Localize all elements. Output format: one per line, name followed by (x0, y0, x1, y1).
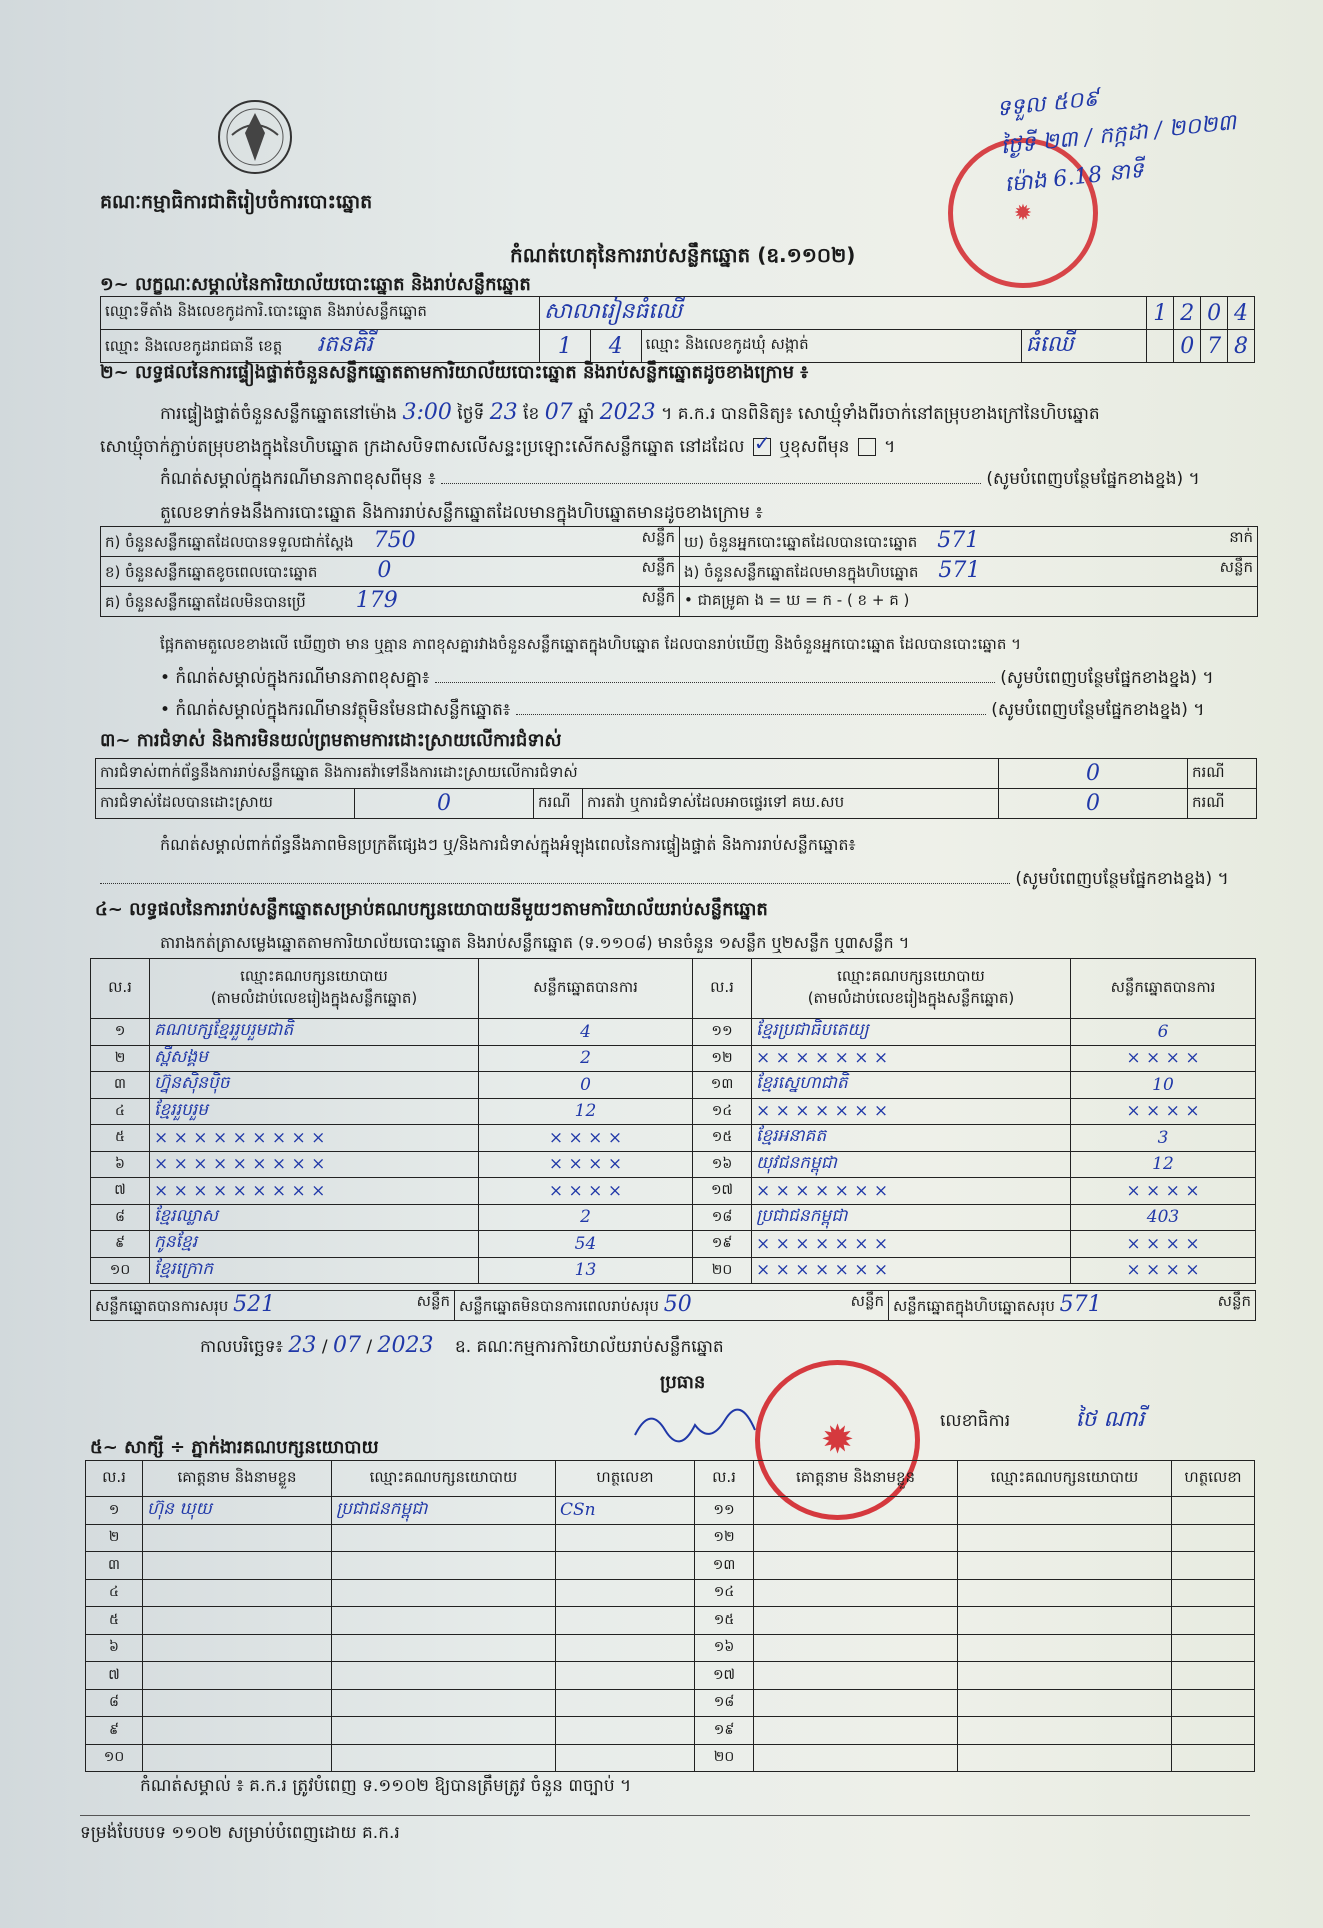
committee-label: ឧ. គណៈកម្មការការិយាល័យរាប់សន្លឹកឆ្នោត (454, 1337, 724, 1357)
witness-no-left: ៧ (86, 1662, 143, 1690)
result-party-left: × × × × × × × × × (150, 1125, 479, 1152)
result-no-left: ៧ (91, 1178, 150, 1205)
count-b-value: 0 (377, 558, 392, 583)
col-votes-right: សន្លឹកឆ្នោតបានការ (1071, 959, 1256, 1019)
result-party-right: ប្រជាជនកម្ពុជា (752, 1204, 1071, 1231)
unit-a: សន្លឹក (641, 528, 675, 546)
table-row (91, 1125, 1256, 1152)
w-col-name-left: គោត្តនាម និងនាមខ្លួន (143, 1461, 332, 1497)
witness-sign-right[interactable] (1172, 1662, 1255, 1690)
witness-sign-left (556, 1717, 695, 1745)
result-votes-left: 4 (479, 1019, 693, 1046)
result-party-left: ហ្វ៊ុនស៊ិនប៉ិច (150, 1072, 479, 1099)
witness-party-left (332, 1634, 556, 1662)
changed-checkbox[interactable] (858, 438, 876, 456)
count-e-value: 571 (938, 558, 981, 583)
result-no-right: ១៤ (693, 1098, 752, 1125)
witness-party-right[interactable] (958, 1689, 1172, 1717)
total-box-label: សន្លឹកឆ្នោតក្នុងហិបឆ្នោតសរុប (893, 1297, 1055, 1315)
witness-party-right[interactable] (958, 1524, 1172, 1552)
col-party-left: ឈ្មោះគណបក្សនយោបាយ (តាមលំដាប់លេខរៀងក្នុងសន្លឹកឆ្នោត) (150, 959, 479, 1019)
witness-party-left (332, 1662, 556, 1690)
results-table (90, 958, 1256, 1284)
result-votes-right: × × × × (1071, 1045, 1256, 1072)
witness-sign-left (556, 1662, 695, 1690)
station-code-2: 2 (1174, 297, 1201, 330)
result-no-right: ១៨ (693, 1204, 752, 1231)
witness-sign-right[interactable] (1172, 1607, 1255, 1635)
date-month: 07 (332, 1333, 361, 1358)
witness-party-left (332, 1607, 556, 1635)
chair-signature (630, 1400, 760, 1460)
objection-row1-value: 0 (999, 759, 1188, 789)
result-no-right: ១៧ (693, 1178, 752, 1205)
result-votes-left: 12 (479, 1098, 693, 1125)
formula: • ជាគម្រូគា ង = ឃ = ក - ( ខ + គ ) (680, 587, 1258, 617)
result-no-left: ២ (91, 1045, 150, 1072)
witness-no-right: ១៤ (695, 1579, 754, 1607)
result-no-right: ២០ (693, 1257, 752, 1284)
counts-intro: តួលេខទាក់ទងនឹងការបោះឆ្នោត និងការរាប់សន្លឹកឆ្នោតដែលមានក្នុងហិបឆ្នោតមានដូចខាងក្រោម ៖ (160, 503, 763, 523)
result-votes-right: 403 (1071, 1204, 1256, 1231)
results-body (91, 1019, 1256, 1284)
result-votes-left: 2 (479, 1204, 693, 1231)
date-year: 2023 (377, 1333, 434, 1358)
committee-name: គណៈកម្មាធិការជាតិរៀបចំការបោះឆ្នោត (100, 191, 373, 213)
result-no-left: ៤ (91, 1098, 150, 1125)
case-unit-3: ករណី (1188, 789, 1257, 819)
result-no-right: ១៩ (693, 1231, 752, 1258)
result-no-right: ១១ (693, 1019, 752, 1046)
chair-label: ប្រធាន (660, 1372, 706, 1393)
unit-total-box: សន្លឹក (1217, 1292, 1251, 1310)
note-diff-label: • កំណត់សម្គាល់ក្នុងករណីមានភាពខុសគ្នា៖ (160, 668, 430, 688)
result-votes-left: 13 (479, 1257, 693, 1284)
objection-resolved-value: 0 (355, 789, 534, 819)
table-row (91, 1098, 1256, 1125)
result-no-left: ៦ (91, 1151, 150, 1178)
received-annotation: ទទួល ៥០៩ ថ្ងៃទី ២៣ / កក្កដា / ២០២៣ ម៉ោង 6.18 នាទី (995, 86, 1238, 198)
witness-party-right[interactable] (958, 1579, 1172, 1607)
witness-row (86, 1497, 1255, 1525)
objection-resolved-label: ការជំទាស់ដែលបានដោះស្រាយ (96, 789, 355, 819)
witness-name-left (143, 1579, 332, 1607)
result-votes-right: 12 (1071, 1151, 1256, 1178)
fill-more-4: (សូមបំពេញបន្ថែមផ្នែកខាងខ្នង) ។ (1015, 869, 1229, 889)
section3-note-field[interactable] (100, 883, 1010, 884)
section4-title: ៤~ លទ្ធផលនៃការរាប់សន្លឹកឆ្នោតសម្រាប់គណបក្សនយោបាយនីមួយៗតាមការិយាល័យរាប់សន្លឹកឆ្នោត (95, 899, 768, 920)
fill-more-2: (សូមបំពេញបន្ថែមផ្នែកខាងខ្នង) ។ (1000, 668, 1214, 688)
result-votes-left: 54 (479, 1231, 693, 1258)
result-votes-left: × × × × (479, 1125, 693, 1152)
witness-party-right[interactable] (958, 1744, 1172, 1772)
result-party-left: × × × × × × × × × (150, 1151, 479, 1178)
verify-suffix: ។ គ.ក.រ បានពិនិត្យ៖ សោឃ្មុំទាំងពីរចាក់នៅតម្រុបខាងក្រៅនៃហិបឆ្នោត (661, 404, 1100, 424)
fill-more-1: (សូមបំពេញបន្ថែមផ្នែកខាងខ្នង) ។ (986, 469, 1200, 489)
witness-sign-left: CSn (556, 1497, 695, 1525)
witness-sign-right[interactable] (1172, 1689, 1255, 1717)
unit-c: សន្លឹក (641, 588, 675, 606)
witness-sign-right[interactable] (1172, 1524, 1255, 1552)
section1-table (100, 296, 1255, 363)
result-votes-right: × × × × (1071, 1178, 1256, 1205)
witness-name-right[interactable] (754, 1662, 958, 1690)
province-code-2: 4 (590, 330, 641, 363)
result-votes-right: × × × × (1071, 1098, 1256, 1125)
result-no-right: ១៥ (693, 1125, 752, 1152)
total-valid-label: សន្លឹកឆ្នោតបានការសរុប (95, 1297, 229, 1315)
witness-no-right: ១៩ (695, 1717, 754, 1745)
note-diff-field[interactable] (435, 682, 995, 683)
witness-name-right[interactable] (754, 1497, 958, 1525)
col-votes-left: សន្លឹកឆ្នោតបានការ (479, 959, 693, 1019)
station-label: ឈ្មោះទីតាំង និងលេខកូដការិ.បោះឆ្នោត និងរាប់សន្លឹកឆ្នោត (101, 297, 540, 330)
witness-row (86, 1744, 1255, 1772)
result-party-right: × × × × × × × (752, 1178, 1071, 1205)
objection-transfer-value: 0 (999, 789, 1188, 819)
same-checkbox[interactable]: ✓ (753, 431, 771, 455)
result-votes-right: 3 (1071, 1125, 1256, 1152)
unit-e: សន្លឹក (1219, 558, 1253, 576)
witness-name-left (143, 1689, 332, 1717)
verify-month-label: ខែ (523, 404, 540, 424)
count-c-label: គ) ចំនួនសន្លឹកឆ្នោតដែលមិនបានប្រើ (105, 593, 306, 611)
unit-b: សន្លឹក (641, 558, 675, 576)
result-no-left: ៥ (91, 1125, 150, 1152)
result-no-left: ៩ (91, 1231, 150, 1258)
witness-party-left (332, 1689, 556, 1717)
witness-name-right[interactable] (754, 1689, 958, 1717)
witness-no-right: ១៧ (695, 1662, 754, 1690)
result-party-right: × × × × × × × (752, 1045, 1071, 1072)
result-votes-right: 6 (1071, 1019, 1256, 1046)
section3-title: ៣~ ការជំទាស់ និងការមិនយល់ព្រមតាមការដោះស្រាយលើការជំទាស់ (100, 730, 562, 751)
section5-title: ៥~ សាក្សី ÷ ភ្នាក់ងារគណបក្សនយោបាយ (90, 1437, 379, 1458)
w-col-name-right: គោត្តនាម និងនាមខ្លួន (754, 1461, 958, 1497)
secretary-name: ថៃ ណារី (1075, 1407, 1145, 1432)
date-label: កាលបរិច្ឆេទ៖ (200, 1337, 284, 1357)
result-no-left: ៣ (91, 1072, 150, 1099)
witness-sign-left (556, 1552, 695, 1580)
result-party-right: × × × × × × × (752, 1098, 1071, 1125)
witness-no-right: ២០ (695, 1744, 754, 1772)
commune-code-3: 8 (1228, 330, 1255, 363)
witness-row (86, 1689, 1255, 1717)
count-a-label: ក) ចំនួនសន្លឹកឆ្នោតដែលបានទទួលជាក់ស្តែង (105, 533, 354, 551)
result-party-left: ស្ពឺសង្គម (150, 1045, 479, 1072)
red-stamp-top: ✹ (948, 138, 1098, 288)
unit-total-valid: សន្លឹក (416, 1292, 450, 1310)
witness-party-right[interactable] (958, 1607, 1172, 1635)
verify-year: 2023 (599, 400, 656, 425)
count-c-value: 179 (355, 588, 398, 613)
result-votes-left: × × × × (479, 1178, 693, 1205)
witness-sign-left (556, 1579, 695, 1607)
witness-party-right[interactable] (958, 1634, 1172, 1662)
compare-line: ផ្អែកតាមតួលេខខាងលើ ឃើញថា មាន ឬគ្មាន ភាពខុសគ្នារវាងចំនួនសន្លឹកឆ្នោតក្នុងហិបឆ្នោត ដែលបានរាប់ឃើញ និងចំនួនអ្នកបោះឆ្នោត ដែលបានបោះឆ្នោត ។ (160, 635, 1022, 653)
province-label: ឈ្មោះ និងលេខកូដរាជធានី ខេត្ត (105, 337, 283, 355)
witness-party-left (332, 1717, 556, 1745)
witness-row (86, 1552, 1255, 1580)
table-row (91, 1151, 1256, 1178)
province-name: រតនគិរី (317, 332, 373, 357)
witness-row (86, 1579, 1255, 1607)
witness-party-right[interactable] (958, 1552, 1172, 1580)
seal-line: សោឃ្មុំចាក់ភ្ជាប់តម្រុបខាងក្នុងនៃហិបឆ្នោត ក្រដាសបិទពាសលើសន្ទះប្រឡោះសើកសន្លឹកឆ្នោត នៅដដែល (100, 437, 745, 457)
result-no-left: ១ (91, 1019, 150, 1046)
witness-row (86, 1524, 1255, 1552)
table-row (91, 1257, 1256, 1284)
witness-no-right: ១៥ (695, 1607, 754, 1635)
w-col-no-right: ល.រ (695, 1461, 754, 1497)
witness-sign-right[interactable] (1172, 1634, 1255, 1662)
result-party-left: ខ្មែររួបរួម (150, 1098, 479, 1125)
witness-party-right[interactable] (958, 1497, 1172, 1525)
counts-table (100, 526, 1258, 617)
unit-total-invalid: សន្លឹក (850, 1292, 884, 1310)
witness-no-left: ២ (86, 1524, 143, 1552)
result-party-right: ខ្មែរស្នេហាជាតិ (752, 1072, 1071, 1099)
objections-table (95, 758, 1257, 819)
table-row (91, 1045, 1256, 1072)
verify-line (160, 400, 1100, 428)
witness-no-right: ១៣ (695, 1552, 754, 1580)
station-name: សាលារៀនធំឈើ (540, 297, 1147, 330)
result-votes-right: 10 (1071, 1072, 1256, 1099)
verify-prefix: ការផ្ទៀងផ្ទាត់ចំនួនសន្លឹកឆ្នោតនៅម៉ោង (160, 404, 398, 424)
w-col-party-right: ឈ្មោះគណបក្សនយោបាយ (958, 1461, 1172, 1497)
witness-name-right[interactable] (754, 1634, 958, 1662)
table-row (91, 1204, 1256, 1231)
commune-label: ឈ្មោះ និងលេខកូដឃុំ សង្កាត់ (641, 330, 1021, 363)
witness-sign-left (556, 1689, 695, 1717)
witness-sign-right[interactable] (1172, 1497, 1255, 1525)
witness-body (86, 1497, 1255, 1772)
total-invalid-label: សន្លឹកឆ្នោតមិនបានការពេលរាប់សរុប (459, 1297, 659, 1315)
witness-name-left (143, 1717, 332, 1745)
count-e-label: ង) ចំនួនសន្លឹកឆ្នោតដែលមានក្នុងហិបឆ្នោត (684, 563, 919, 581)
fill-more-3: (សូមបំពេញបន្ថែមផ្នែកខាងខ្នង) ។ (991, 700, 1205, 720)
verify-year-label: ឆ្នាំ (578, 404, 595, 424)
count-d-value: 571 (937, 528, 980, 553)
note-changed-label: កំណត់សម្គាល់ក្នុងករណីមានភាពខុសពីមុន ៖ (160, 469, 436, 489)
witness-row (86, 1607, 1255, 1635)
witness-no-left: ១ (86, 1497, 143, 1525)
witness-name-left (143, 1662, 332, 1690)
note-foreign-field[interactable] (516, 714, 986, 715)
witness-no-left: ៨ (86, 1689, 143, 1717)
result-party-left: គណបក្សខ្មែររួបរួមជាតិ (150, 1019, 479, 1046)
result-party-left: ខ្មែរឈ្លាស (150, 1204, 479, 1231)
witness-name-right[interactable] (754, 1552, 958, 1580)
total-box-value: 571 (1059, 1292, 1102, 1317)
commune-code-2: 7 (1201, 330, 1228, 363)
footer-divider (80, 1815, 1250, 1816)
witness-name-right[interactable] (754, 1744, 958, 1772)
result-votes-left: × × × × (479, 1151, 693, 1178)
result-party-right: × × × × × × × (752, 1231, 1071, 1258)
result-party-left: ខ្មែរក្រោក (150, 1257, 479, 1284)
verify-day: 23 (489, 400, 518, 425)
tally-line: តារាងកត់ត្រាសម្លេងឆ្នោតតាមការិយាល័យបោះឆ្នោត និងរាប់សន្លឹកឆ្នោត (ទ.១១០៨) មានចំនួន ១សន្លឹក ឬ២សន្លឹក ឬ៣សន្លឹក ។ (160, 933, 910, 952)
witness-sign-left (556, 1744, 695, 1772)
total-valid-value: 521 (233, 1292, 276, 1317)
verify-time: 3:00 (402, 400, 452, 425)
witness-name-right[interactable] (754, 1717, 958, 1745)
result-no-right: ១២ (693, 1045, 752, 1072)
result-votes-right: × × × × (1071, 1231, 1256, 1258)
secretary-label: លេខាធិការ (940, 1411, 1011, 1431)
w-col-sign-left: ហត្ថលេខា (556, 1461, 695, 1497)
date-day: 23 (288, 1333, 317, 1358)
station-code-3: 0 (1201, 297, 1228, 330)
result-no-left: ១០ (91, 1257, 150, 1284)
result-votes-left: 0 (479, 1072, 693, 1099)
witness-name-right[interactable] (754, 1579, 958, 1607)
witness-name-left (143, 1634, 332, 1662)
witness-party-right[interactable] (958, 1717, 1172, 1745)
province-code-1: 1 (540, 330, 591, 363)
result-no-right: ១៦ (693, 1151, 752, 1178)
result-votes-right: × × × × (1071, 1257, 1256, 1284)
objection-transfer-label: ការតវ៉ា ឬការជំទាស់ដែលអាចផ្ទេរទៅ គឃ.សប (583, 789, 999, 819)
witness-row (86, 1634, 1255, 1662)
witness-sign-right[interactable] (1172, 1744, 1255, 1772)
witness-name-right[interactable] (754, 1524, 958, 1552)
witness-sign-right[interactable] (1172, 1717, 1255, 1745)
or-changed-label: ឬខុសពីមុន (779, 437, 850, 457)
w-col-party-left: ឈ្មោះគណបក្សនយោបាយ (332, 1461, 556, 1497)
commune-code-1: 0 (1174, 330, 1201, 363)
station-code-4: 4 (1228, 297, 1255, 330)
verify-month: 07 (544, 400, 573, 425)
witness-no-left: ៦ (86, 1634, 143, 1662)
commune-name: ធំឈើ (1021, 330, 1147, 363)
national-emblem-icon (210, 95, 300, 180)
witness-no-left: ៥ (86, 1607, 143, 1635)
case-unit-1: ករណី (1188, 759, 1257, 789)
witness-sign-left (556, 1634, 695, 1662)
result-party-right: យុវជនកម្ពុជា (752, 1151, 1071, 1178)
witness-no-right: ១៦ (695, 1634, 754, 1662)
objection-row1-label: ការជំទាស់ពាក់ព័ន្ធនឹងការរាប់សន្លឹកឆ្នោត និងការតវ៉ាទៅនឹងការដោះស្រាយលើការជំទាស់ (96, 759, 999, 789)
result-party-right: ខ្មែរប្រជាធិបតេយ្យ (752, 1019, 1071, 1046)
result-votes-left: 2 (479, 1045, 693, 1072)
case-unit-2: ករណី (534, 789, 583, 819)
table-row (91, 1231, 1256, 1258)
witness-name-right[interactable] (754, 1607, 958, 1635)
total-invalid-value: 50 (663, 1292, 692, 1317)
result-party-right: × × × × × × × (752, 1257, 1071, 1284)
col-no-right: ល.រ (693, 959, 752, 1019)
witness-name-left (143, 1607, 332, 1635)
w-col-sign-right: ហត្ថលេខា (1172, 1461, 1255, 1497)
table-row (91, 1072, 1256, 1099)
totals-table (90, 1290, 1256, 1321)
witness-sign-left (556, 1524, 695, 1552)
table-row (91, 1019, 1256, 1046)
witness-name-left (143, 1524, 332, 1552)
witness-no-right: ១៨ (695, 1689, 754, 1717)
table-row (91, 1178, 1256, 1205)
result-party-left: កូនខ្មែរ (150, 1231, 479, 1258)
witness-no-right: ១១ (695, 1497, 754, 1525)
witness-sign-left (556, 1607, 695, 1635)
note-changed-field[interactable] (441, 483, 981, 484)
witness-row (86, 1662, 1255, 1690)
count-a-value: 750 (373, 528, 416, 553)
col-party-right: ឈ្មោះគណបក្សនយោបាយ (តាមលំដាប់លេខរៀងក្នុងសន្លឹកឆ្នោត) (752, 959, 1071, 1019)
witness-no-left: ៩ (86, 1717, 143, 1745)
witness-name-left: ហ៊ុន ឃុយ (143, 1497, 332, 1525)
w-col-no-left: ល.រ (86, 1461, 143, 1497)
result-no-right: ១៣ (693, 1072, 752, 1099)
footer-note: កំណត់សម្គាល់ ៖ គ.ក.រ ត្រូវបំពេញ ទ.១១០២ ឱ្យបានត្រឹមត្រូវ ចំនួន ៣ច្បាប់ ។ (140, 1776, 632, 1796)
witness-sign-right[interactable] (1172, 1552, 1255, 1580)
witness-sign-right[interactable] (1172, 1579, 1255, 1607)
section3-note: កំណត់សម្គាល់ពាក់ព័ន្ធនឹងភាពមិនប្រក្រតីផ្សេងៗ ឬ/និងការជំទាស់ក្នុងអំឡុងពេលនៃការផ្ទៀងផ្ទាត់ និងការរាប់សន្លឹកឆ្នោត៖ (160, 835, 856, 854)
section2-title: ២~ លទ្ធផលនៃការផ្ទៀងផ្ទាត់ចំនួនសន្លឹកឆ្នោតតាមការិយាល័យបោះឆ្នោត និងរាប់សន្លឹកឆ្នោតដូចខាងក្រោម ៖ (100, 362, 809, 383)
witness-party-left (332, 1552, 556, 1580)
unit-d: នាក់ (1229, 528, 1253, 546)
witness-no-right: ១២ (695, 1524, 754, 1552)
count-d-label: ឃ) ចំនួនអ្នកបោះឆ្នោតដែលបានបោះឆ្នោត (684, 533, 918, 551)
form-sheet: គណៈកម្មាធិការជាតិរៀបចំការបោះឆ្នោត ✹ ទទួល ៥០៩ ថ្ងៃទី ២៣ / កក្កដា / ២០២៣ ម៉ោង 6.18 នាទី កំណត់ហេតុនៃការរាប់សន្លឹកឆ្នោត (ឧ.១១០២) ១~ លក្ខណៈសម្គាល់នៃការិយាល័យបោះឆ្នោត និងរាប់សន្លឹកឆ្នោត ឈ្មោះទីតាំង និងលេខកូដការិ.បោះឆ្នោត និងរាប់សន្លឹកឆ្នោត សាលារៀនធំឈើ 1 2 0 4 ឈ្មោះ និងលេខកូដរាជធានី ខេត្ត រតនគិរី 1 4 ឈ្មោះ និងលេខកូដឃុំ សង្កាត់ ធំឈើ 0 7 8 ២~ លទ្ធផលនៃការផ្ទៀងផ្ទាត់ចំនួនសន្លឹកឆ្នោតតាមការិយាល័យបោះឆ្នោត និងរាប់សន្លឹកឆ្នោតដូចខាងក្រោម ៖ ការផ្ទៀងផ្ទាត់ចំនួនសន្លឹកឆ្នោតនៅម៉ោង 3:00 ថ្ងៃទី 23 ខែ 07 ឆ្នាំ 2023 ។ គ.ក.រ បានពិនិត្យ៖ សោឃ្មុំទាំងពីរចាក់នៅតម្រុបខាងក្រៅនៃហិបឆ្នោត សោឃ្មុំចាក់ភ្ជាប់តម្រុបខាងក្នុងនៃហិបឆ្នោត ក្រដាសបិទពាសលើសន្ទះប្រឡោះសើកសន្លឹកឆ្នោត នៅដដែល ✓ ឬខុសពីមុន ។ កំណត់សម្គាល់ក្នុងករណីមានភាពខុសពីមុន ៖ (សូមបំពេញបន្ថែមផ្នែកខាងខ្នង) ។ តួលេខទាក់ទងនឹងការបោះឆ្នោត និងការរាប់សន្លឹកឆ្នោតដែលមានក្នុងហិបឆ្នោតមានដូចខាងក្រោម ៖ ក) ចំនួនសន្លឹកឆ្នោតដែលបានទទួលជាក់ស្តែង 750 សន្លឹក ឃ) ចំនួនអ្នកបោះឆ្នោតដែលបានបោះឆ្នោត 571 នាក់ ខ) ចំនួនសន្លឹកឆ្នោតខូចពេលបោះឆ្នោត 0 សន្លឹក ង) ចំនួនសន្លឹកឆ្នោតដែលមានក្នុងហិបឆ្នោត 571 សន្លឹក គ) ចំនួនសន្លឹកឆ្នោតដែលមិនបានប្រើ 179 សន្លឹក • ជាគម្រូគា ង = ឃ = ក - ( ខ + គ ) ផ្អែកតាមតួលេខខាងលើ ឃើញថា មាន ឬគ្មាន ភាពខុសគ្នារវាងចំនួនសន្លឹកឆ្នោតក្នុងហិបឆ្នោត ដែលបានរាប់ឃើញ និងចំនួនអ្នកបោះឆ្នោត ដែលបានបោះឆ្នោត ។ • កំណត់សម្គាល់ក្នុងករណីមានភាពខុសគ្នា៖ (សូមបំពេញបន្ថែមផ្នែកខាងខ្នង) ។ • កំណត់សម្គាល់ក្នុងករណីមានវត្ថុមិនមែនជាសន្លឹកឆ្នោត៖ (សូមបំពេញបន្ថែមផ្នែកខាងខ្នង) ។ ៣~ ការជំទាស់ និងការមិនយល់ព្រមតាមការដោះស្រាយលើការជំទាស់ ការជំទាស់ពាក់ព័ន្ធនឹងការរាប់សន្លឹកឆ្នោត និងការតវ៉ាទៅនឹងការដោះស្រាយលើការជំទាស់ 0 ករណី ការជំទាស់ដែលបានដោះស្រាយ 0 ករណី ការតវ៉ា ឬការជំទាស់ដែលអាចផ្ទេរទៅ គឃ.សប 0 ករណី កំណត់សម្គាល់ពាក់ព័ន្ធនឹងភាពមិនប្រក្រតីផ្សេងៗ ឬ/និងការជំទាស់ក្នុងអំឡុងពេលនៃការផ្ទៀងផ្ទាត់ និងការរាប់សន្លឹកឆ្នោត៖ (សូមបំពេញបន្ថែមផ្នែកខាងខ្នង) ។ ៤~ លទ្ធផលនៃការរាប់សន្លឹកឆ្នោតសម្រាប់គណបក្សនយោបាយនីមួយៗតាមការិយាល័យរាប់សន្លឹកឆ្នោត តារាងកត់ត្រាសម្លេងឆ្នោតតាមការិយាល័យបោះឆ្នោត និងរាប់សន្លឹកឆ្នោត (ទ.១១០៨) មានចំនួន ១សន្លឹក ឬ២សន្លឹក ឬ៣សន្លឹក ។ ល.រ ឈ្មោះគណបក្សនយោបាយ (តាមលំដាប់លេខរៀងក្នុងសន្លឹកឆ្នោត) សន្លឹកឆ្នោតបានការ ល.រ ឈ្មោះគណបក្សនយោបាយ (តាមលំដាប់លេខរៀងក្នុងសន្លឹកឆ្នោត) សន្លឹកឆ្នោតបានការ ១ គណបក្សខ្មែររួបរួមជាតិ 4 ១១ ខ្មែរប្រជាធិបតេយ្យ 6 ២ ស្ពឺសង្គម 2 ១២ × × × × × × × × × × × ៣ ហ្វ៊ុនស៊ិនប៉ិច 0 ១៣ ខ្មែរស្នេហាជាតិ 10 ៤ ខ្មែររួបរួម 12 ១៤ × × × × × × × × × × × ៥ × × × × × × × × × × × × × ១៥ ខ្មែរអនាគត 3 ៦ × × × × × × × × × × × × × ១៦ យុវជនកម្ពុជា 12 ៧ × × × × × × × × × × × × × ១៧ × × × × × × × × × × × ៨ ខ្មែរឈ្លាស 2 ១៨ ប្រជាជនកម្ពុជា 403 ៩ កូនខ្មែរ 54 ១៩ × × × × × × × × × × × ១០ ខ្មែរក្រោក 13 ២០ × × × × × × × × × × × សន្លឹកឆ្នោតបានការសរុប 521 សន្លឹក សន្លឹកឆ្នោតមិនបានការពេលរាប់សរុប 50 សន្លឹក សន្លឹកឆ្នោតក្នុងហិបឆ្នោតសរុប 571 សន្លឹក កាលបរិច្ឆេទ៖ 23 / 07 / 2023 ឧ. គណៈកម្មការការិយាល័យរាប់សន្លឹកឆ្នោត ប្រធាន ✹ លេខាធិការ ថៃ ណារី ៥~ សាក្សី ÷ ភ្នាក់ងារគណបក្សនយោបាយ ល.រ គោត្តនាម និងនាមខ្លួន ឈ្មោះគណបក្សនយោបាយ ហត្ថលេខា ល.រ គោត្តនាម និងនាមខ្លួន ឈ្មោះគណបក្សនយោបាយ ហត្ថលេខា ១ ហ៊ុន ឃុយ ប្រជាជនកម្ពុជា CSn ១១ ២ ១២ ៣ ១៣ ៤ ១៤ ៥ ១៥ ៦ ១៦ ៧ ១៧ ៨ ១៨ ៩ ១៩ ១០ ២០ កំណត់សម្គាល់ ៖ គ.ក.រ ត្រូវបំពេញ ទ.១១០២ ឱ្យបានត្រឹមត្រូវ ចំនួន ៣ច្បាប់ ។ ទម្រង់បែបបទ ១១០២ សម្រាប់បំពេញដោយ គ.ក.រ (0, 0, 1323, 1928)
witness-name-left (143, 1744, 332, 1772)
witness-row (86, 1717, 1255, 1745)
witness-party-left (332, 1744, 556, 1772)
verify-day-label: ថ្ងៃទី (457, 404, 485, 424)
footer-form-ref: ទម្រង់បែបបទ ១១០២ សម្រាប់បំពេញដោយ គ.ក.រ (80, 1823, 400, 1843)
count-b-label: ខ) ចំនួនសន្លឹកឆ្នោតខូចពេលបោះឆ្នោត (105, 563, 318, 581)
witness-no-left: ៤ (86, 1579, 143, 1607)
result-party-left: × × × × × × × × × (150, 1178, 479, 1205)
result-no-left: ៨ (91, 1204, 150, 1231)
red-stamp-committee: ✹ (755, 1360, 920, 1520)
witness-no-left: ១០ (86, 1744, 143, 1772)
witness-name-left (143, 1552, 332, 1580)
result-party-right: ខ្មែរអនាគត (752, 1125, 1071, 1152)
station-code-1: 1 (1147, 297, 1174, 330)
form-title: កំណត់ហេតុនៃការរាប់សន្លឹកឆ្នោត (ឧ.១១០២) (510, 243, 856, 267)
note-foreign-label: • កំណត់សម្គាល់ក្នុងករណីមានវត្ថុមិនមែនជាសន្លឹកឆ្នោត៖ (160, 700, 511, 720)
witness-party-left (332, 1524, 556, 1552)
witness-party-left (332, 1579, 556, 1607)
section1-title: ១~ លក្ខណៈសម្គាល់នៃការិយាល័យបោះឆ្នោត និងរាប់សន្លឹកឆ្នោត (100, 274, 531, 295)
col-no-left: ល.រ (91, 959, 150, 1019)
witness-table (85, 1460, 1255, 1772)
witness-no-left: ៣ (86, 1552, 143, 1580)
witness-party-right[interactable] (958, 1662, 1172, 1690)
witness-party-left: ប្រជាជនកម្ពុជា (332, 1497, 556, 1525)
